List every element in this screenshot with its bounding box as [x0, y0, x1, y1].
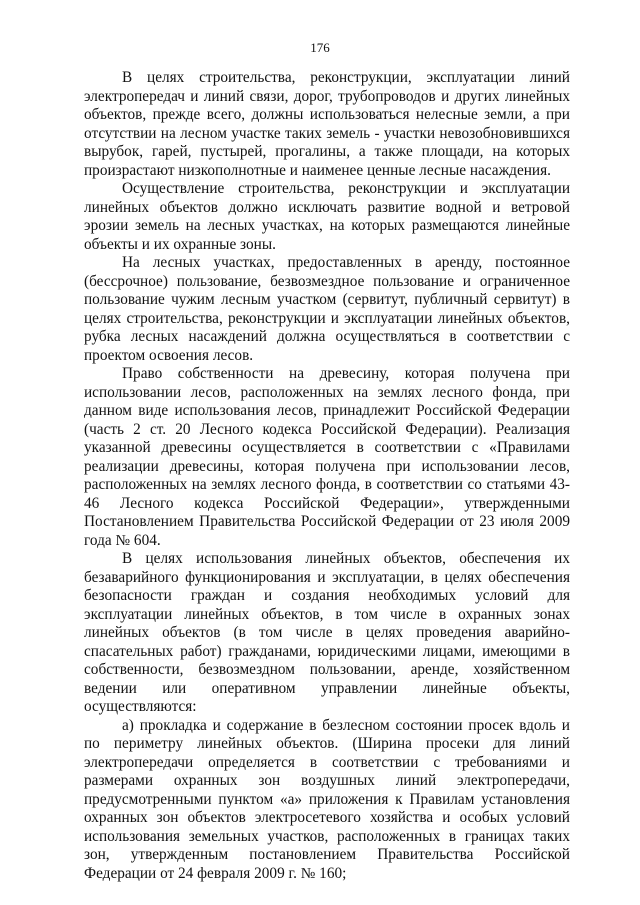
body-text: [84, 69, 570, 883]
paragraph-4: Право собственности на древесину, которая получена при использовании лесов, расположенных на землях лесного фонда, при данном виде использования лесов, принадлежит Российской Федерации (часть 2 ст. 20 Лесного кодекса Российской Федерации). Реализация указанной древесины осуществляется в соответствии с «Правилами реализации древесины, которая получена при использовании лесов, расположенных на землях лесного фонда, в соответствии со статьями 43-46 Лесного кодекса Российской Федерации», утвержденными Постановлением Правительства Российской Федерации от 23 июля 2009 года № 604.: [84, 365, 570, 549]
paragraph-6: а) прокладка и содержание в безлесном состоянии просек вдоль и по периметру линейных объектов. (Ширина просеки для линий электропередачи определяется в соответствии с требованиями и размерами охранных зон воздушных линий электропередачи, предусмотренными пунктом «а» приложения к Правилам установления охранных зон объектов электросетевого хозяйства и особых условий использования земельных участков, расположенных в границах таких зон, утвержденным постановлением Правительства Российской Федерации от 24 февраля 2009 г. № 160;: [84, 716, 570, 882]
page-number: 176: [310, 40, 330, 55]
paragraph-5: В целях использования линейных объектов, обеспечения их безаварийного функционирования и эксплуатации, в целях обеспечения безопасности граждан и создания необходимых условий для эксплуатации линейных объектов, в том числе в охранных зонах линейных объектов (в том числе в целях проведения аварийно-спасательных работ) гражданами, юридическими лицами, имеющими в собственности, безвозмездном пользовании, аренде, хозяйственном ведении или оперативном управлении линейные объекты, осуществляются:: [84, 550, 570, 715]
paragraph-1: В целях строительства, реконструкции, эксплуатации линий электропередач и линий связи, дорог, трубопроводов и других линейных объектов, прежде всего, должны использоваться нелесные земли, а при отсутствии на лесном участке таких земель - участки невозобновившихся вырубок, гарей, пустырей, прогалины, а также площади, на которых произрастают низкополнотные и наименее ценные лесные насаждения.: [84, 69, 570, 179]
paragraph-3: На лесных участках, предоставленных в аренду, постоянное (бессрочное) пользование, безвозмездное пользование и ограниченное пользование чужим лесным участком (сервитут, публичный сервитут) в целях строительства, реконструкции и эксплуатации линейных объектов, рубка лесных насаждений должна осуществляться в соответствии с проектом освоения лесов.: [84, 254, 570, 364]
paragraph-2: Осуществление строительства, реконструкции и эксплуатации линейных объектов должно исключать развитие водной и ветровой эрозии земель на лесных участках, на которых размещаются линейные объекты и их охранные зоны.: [84, 180, 570, 253]
